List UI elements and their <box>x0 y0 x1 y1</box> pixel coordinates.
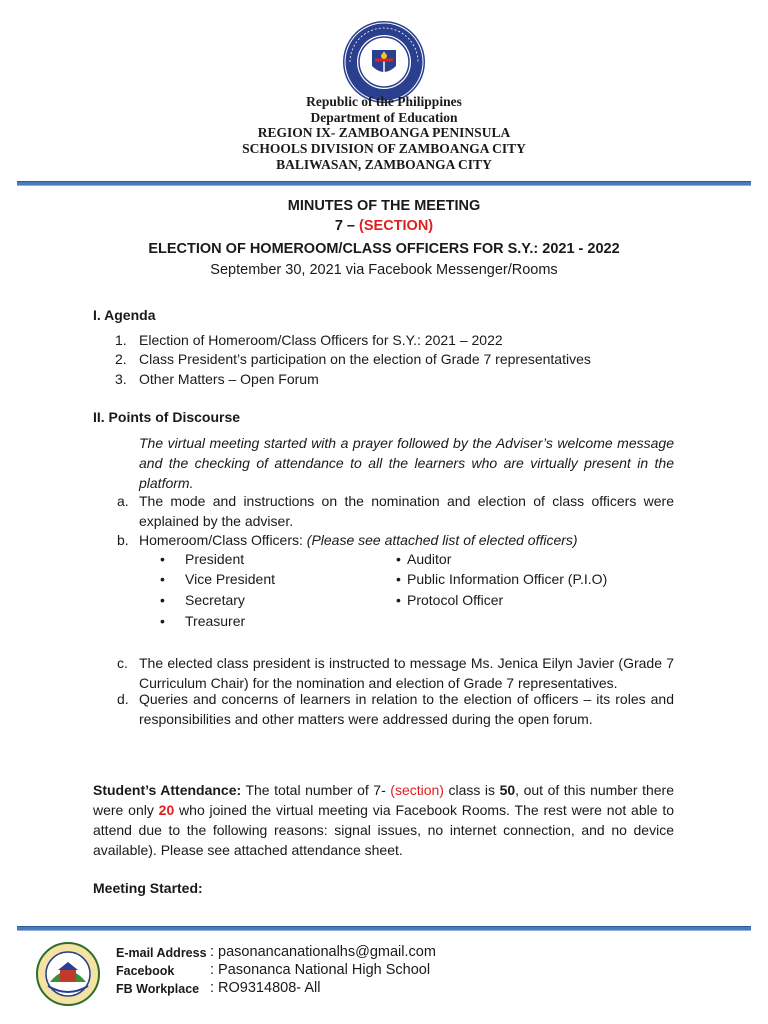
bullet-dot: • <box>160 613 165 629</box>
officer-secretary: Secretary <box>185 592 245 608</box>
item-c-letter: c. <box>117 655 128 671</box>
item-b-prefix: Homeroom/Class Officers: <box>139 532 307 548</box>
agenda-number-2: 2. <box>115 351 127 367</box>
officer-treasurer: Treasurer <box>185 613 246 629</box>
item-a-text: The mode and instructions on the nomination and election of class officers were explained by the adviser. <box>139 493 674 529</box>
header-region: REGION IX- ZAMBOANGA PENINSULA <box>257 125 511 140</box>
school-logo <box>36 942 100 1006</box>
attendance-text: class is <box>443 782 500 798</box>
attendance-total: 50 <box>499 782 516 798</box>
item-d-letter: d. <box>117 691 129 707</box>
officer-protocol: Protocol Officer <box>407 592 504 608</box>
officer-auditor: Auditor <box>407 551 452 567</box>
agenda-item-2: Class President’s participation on the election of Grade 7 representatives <box>139 351 591 367</box>
footer-workplace-label: FB Workplace <box>116 982 200 996</box>
officer-pio: Public Information Officer (P.I.O) <box>407 571 608 587</box>
section-placeholder: (SECTION) <box>359 218 434 234</box>
bullet-dot: • <box>396 592 401 608</box>
discourse-heading: II. Points of Discourse <box>93 409 241 425</box>
header-department: Department of Education <box>310 110 458 125</box>
attendance-text: , out of this number there were only <box>93 782 674 818</box>
meeting-started-label: Meeting Started: <box>93 880 203 896</box>
agenda-item-3: Other Matters – Open Forum <box>139 371 319 387</box>
section-title <box>0 218 768 234</box>
footer-facebook-value: : Pasonanca National High School <box>210 962 431 978</box>
header-republic: Republic of the Philippines <box>306 94 462 109</box>
discourse-intro: The virtual meeting started with a prayer followed by the Adviser’s welcome message and the checking of attendance to all the learners who are virtually present in the platform. <box>139 435 674 491</box>
footer-email-label: E-mail Address <box>116 946 207 960</box>
election-title: ELECTION OF HOMEROOM/CLASS OFFICERS FOR S.Y.: 2021 - 2022 <box>148 241 620 257</box>
footer-divider <box>17 926 751 931</box>
officer-vice-president: Vice President <box>185 571 276 587</box>
item-a-letter: a. <box>117 493 129 509</box>
officer-president: President <box>185 551 245 567</box>
item-b-letter: b. <box>117 532 129 548</box>
bullet-dot: • <box>160 551 165 567</box>
minutes-title: MINUTES OF THE MEETING <box>287 198 481 214</box>
attendance-text: who joined the virtual meeting via Facebook Rooms. The rest were not able to attend due to the following reasons: signal issues, no internet connection, and no device available). Please see attached attendance sheet. <box>93 802 675 858</box>
item-d-text: Queries and concerns of learners in relation to the election of officers – its roles and responsibilities and other matters were addressed during the open forum. <box>139 691 674 727</box>
agenda-number-1: 1. <box>115 332 127 348</box>
bullet-dot: • <box>160 571 165 587</box>
agenda-item-1: Election of Homeroom/Class Officers for S.Y.: 2021 – 2022 <box>139 332 503 348</box>
header-address: BALIWASAN, ZAMBOANGA CITY <box>276 157 492 172</box>
footer-workplace-value: : RO9314808- All <box>210 980 321 996</box>
footer-facebook-label: Facebook <box>116 964 175 978</box>
item-c-text: The elected class president is instructed to message Ms. Jenica Eilyn Javier (Grade 7 Curriculum Chair) for the nomination and election of Grade 7 representatives. <box>139 655 674 691</box>
agenda-number-3: 3. <box>115 371 127 387</box>
attendance-text: The total number of 7- <box>241 782 391 798</box>
section-prefix: 7 – <box>334 218 360 234</box>
attendance-section: (section) <box>390 782 444 798</box>
deped-seal <box>342 20 426 104</box>
item-b-note: (Please see attached list of elected officers) <box>306 532 578 548</box>
meeting-date: September 30, 2021 via Facebook Messenger/Rooms <box>210 262 558 278</box>
header-division: SCHOOLS DIVISION OF ZAMBOANGA CITY <box>242 141 526 156</box>
school-logo-icon <box>36 942 100 1006</box>
agenda-heading: I. Agenda <box>93 307 156 323</box>
deped-seal-icon <box>342 20 426 104</box>
bullet-dot: • <box>160 592 165 608</box>
footer-email-value: : pasonancanationalhs@gmail.com <box>210 944 436 960</box>
header-divider <box>17 181 751 186</box>
bullet-dot: • <box>396 551 401 567</box>
attendance-paragraph <box>93 780 674 860</box>
attendance-joined: 20 <box>158 802 175 818</box>
attendance-label: Student’s Attendance: <box>93 782 242 798</box>
item-b-text <box>139 530 674 550</box>
bullet-dot: • <box>396 571 401 587</box>
